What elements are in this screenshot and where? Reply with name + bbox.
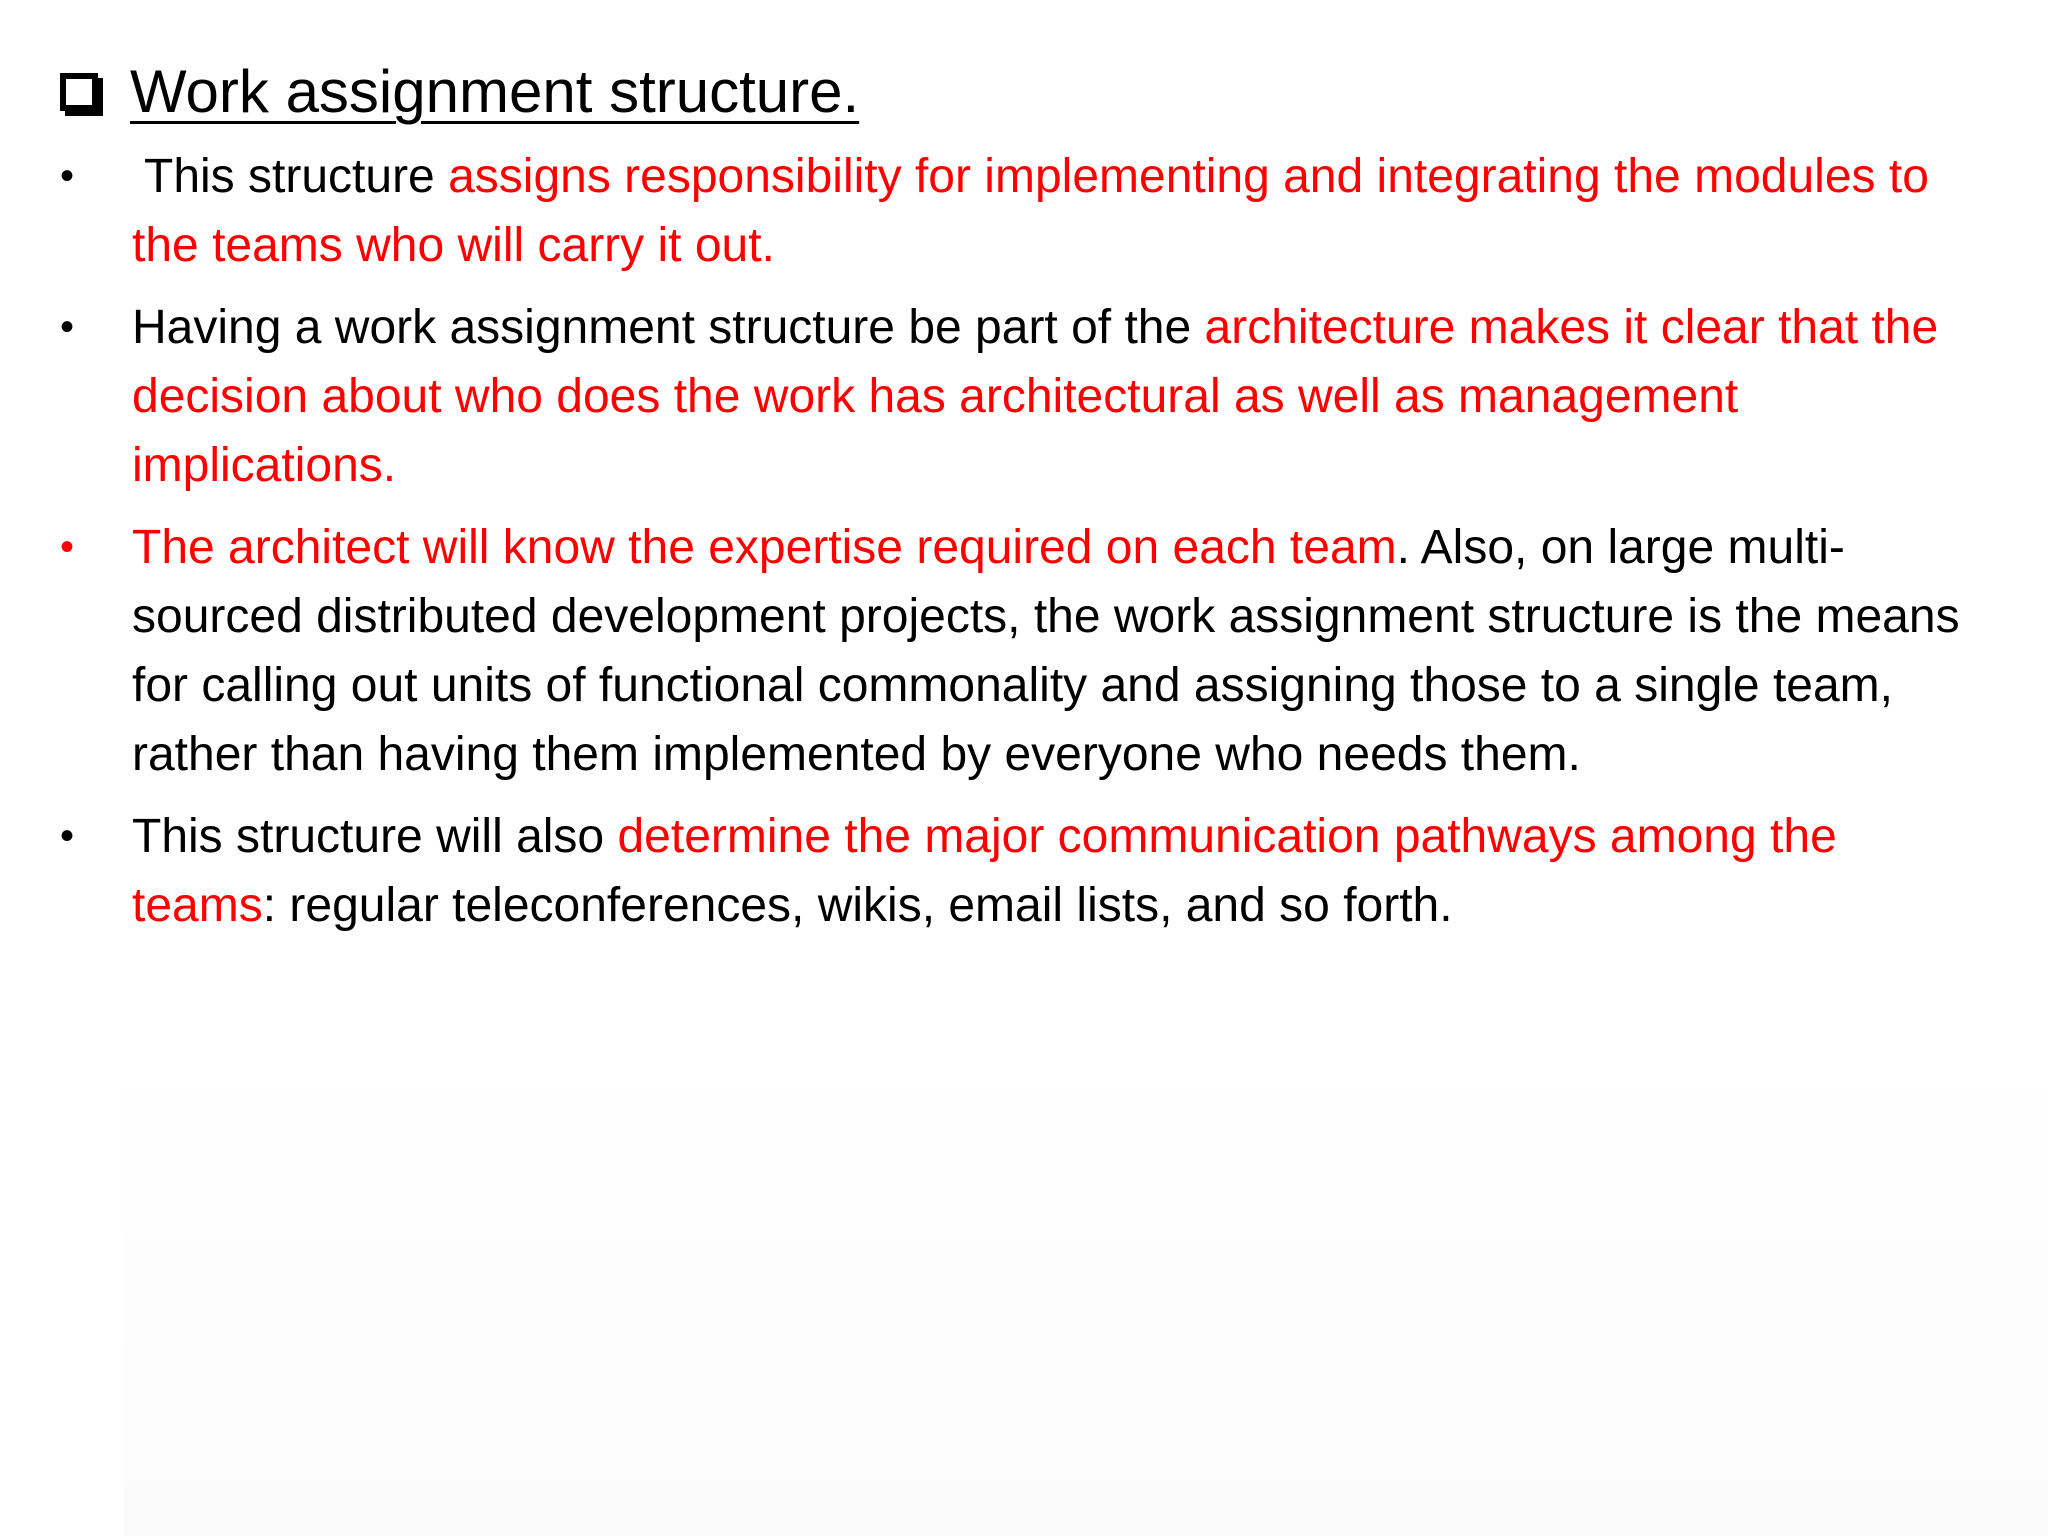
bullet-text-segment: . Also, on large multi-sourced distributed development projects, the work assignment structure is the means for calling out units of functional commonality and assigning those to a single team, rather than having them implemented by everyone who needs them. [132,521,1960,781]
bullet-highlight-segment: architecture makes it clear that the decision about who does the work has architectural as well as management implications. [132,301,1939,492]
bullet-item [52,293,1992,500]
page-title: Work assignment structure. [130,58,860,125]
bullet-highlight-segment: determine the major communication pathways among the teams [132,810,1837,932]
bullet-item [52,513,1992,789]
bullet-text-segment: : regular teleconferences, wikis, email lists, and so forth. [262,879,1453,932]
bullet-highlight-segment: assigns responsibility for implementing and integrating the modules to the teams who will carry it out. [132,150,1929,272]
bullet-marker: • [59,525,74,569]
bullet-item [52,142,1992,280]
bullet-item [52,802,1992,940]
bullet-text-segment: This structure will also [132,810,618,863]
bullet-marker: • [59,305,74,349]
title-row [60,52,859,132]
bullet-marker: • [59,814,74,858]
bullet-highlight-segment: The architect will know the expertise required on each team [132,521,1397,574]
bullet-text-segment: Having a work assignment structure be part of the [132,301,1205,354]
bullet-text-segment: This structure [144,150,449,203]
background-shade [124,1040,2048,1536]
bullet-list [52,142,1992,953]
checkbox-icon [60,73,98,111]
bullet-marker: • [59,154,74,198]
